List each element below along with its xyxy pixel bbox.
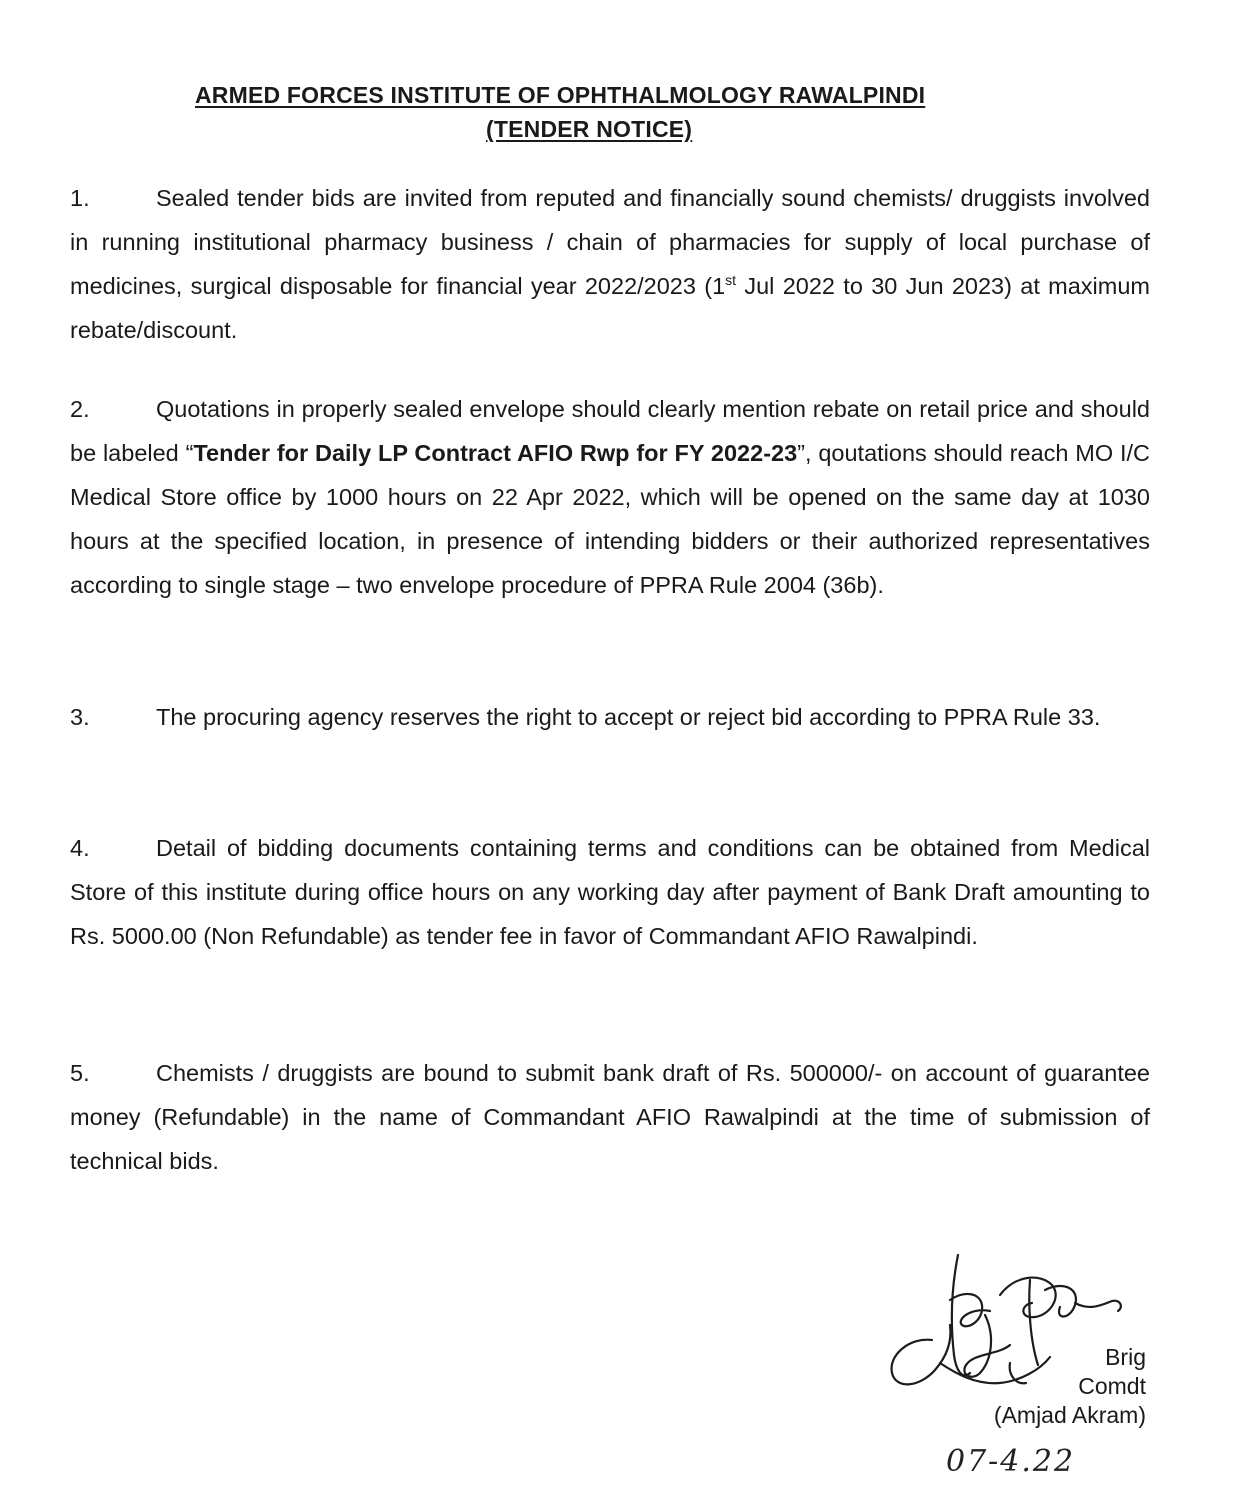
paragraph-text: Chemists / druggists are bound to submit bank draft of Rs. 500000/- on account of guarantee money (Refundable) in the name of Commandant AFIO Rawalpindi at the time of submission of technical bids. bbox=[70, 1060, 1150, 1174]
paragraph-number: 1. bbox=[70, 185, 90, 211]
paragraph-1 bbox=[70, 176, 1150, 352]
paragraph-text: Detail of bidding documents containing terms and conditions can be obtained from Medical Store of this institute during office hours on any working day after payment of Bank Draft amounting to Rs. 5000.00 (Non Refundable) as tender fee in favor of Commandant AFIO Rawalpindi. bbox=[70, 835, 1150, 949]
paragraph-text: The procuring agency reserves the right to accept or reject bid according to PPRA Rule 33. bbox=[156, 704, 1101, 730]
notice-subtitle: (TENDER NOTICE) bbox=[486, 116, 693, 142]
notice-header bbox=[0, 78, 1247, 146]
signatory-name: (Amjad Akram) bbox=[993, 1402, 1146, 1428]
ordinal-suffix: st bbox=[725, 272, 737, 289]
paragraph-5 bbox=[70, 1051, 1150, 1183]
institute-title: ARMED FORCES INSTITUTE OF OPHTHALMOLOGY RAWALPINDI bbox=[195, 82, 926, 108]
paragraph-number: 5. bbox=[70, 1060, 90, 1086]
signatory-rank: Brig bbox=[1105, 1344, 1146, 1370]
handwritten-date: 07-4.22 bbox=[946, 1444, 1076, 1479]
paragraph-text: Sealed tender bids are invited from reputed and financially sound chemists/ druggists involved in running institutional pharmacy business / chain of pharmacies for supply of local purchase of medicines, surgical disposable for financial year 2022/2023 (1 bbox=[70, 185, 1150, 299]
paragraph-2 bbox=[70, 387, 1150, 607]
signatory-appointment: Comdt bbox=[1078, 1373, 1146, 1399]
paragraph-text-cont: Jul 2022 to 30 Jun 2023) at maximum rebate/discount. bbox=[70, 273, 1150, 343]
paragraph-4 bbox=[70, 826, 1150, 958]
tender-label: Tender for Daily LP Contract AFIO Rwp for FY 2022-23 bbox=[193, 440, 798, 466]
paragraph-3 bbox=[70, 695, 1150, 739]
paragraph-text: Quotations in properly sealed envelope should clearly mention rebate on retail price and should be labeled “ bbox=[70, 396, 1150, 466]
paragraph-number: 4. bbox=[70, 835, 90, 861]
paragraph-number: 2. bbox=[70, 396, 90, 422]
paragraph-number: 3. bbox=[70, 704, 90, 730]
paragraph-text-cont: ”, qoutations should reach MO I/C Medical Store office by 1000 hours on 22 Apr 2022, which will be opened on the same day at 1030 hours at the specified location, in presence of intending bidders or their authorized representatives according to single stage – two envelope procedure of PPRA Rule 2004 (36b). bbox=[70, 440, 1150, 598]
